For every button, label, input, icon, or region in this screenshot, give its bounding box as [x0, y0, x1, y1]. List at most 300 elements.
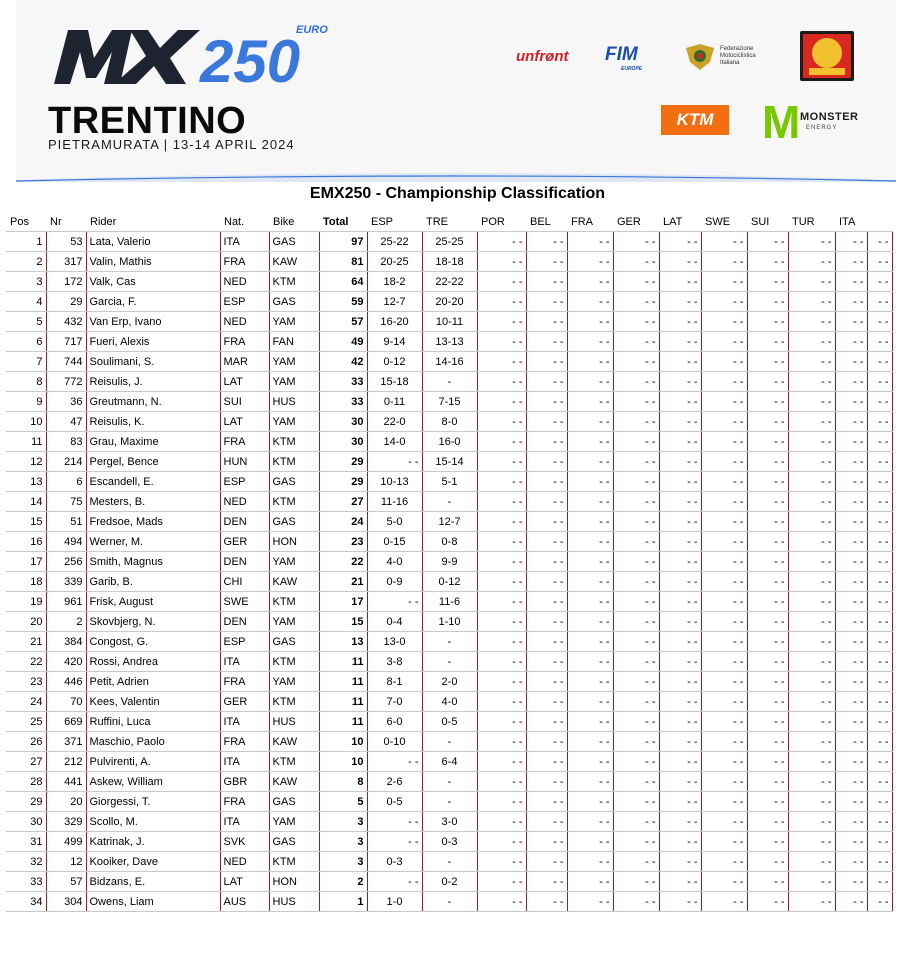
cell-empty-round: - - — [567, 652, 613, 672]
cell-empty-round: - - — [526, 332, 567, 352]
cell-empty-round: - - — [613, 512, 659, 532]
cell-empty-round: - - — [659, 592, 701, 612]
cell-empty-round: - - — [788, 492, 835, 512]
cell-empty-round: - - — [659, 472, 701, 492]
cell-empty-round: - - — [788, 792, 835, 812]
cell-empty-round: - - — [477, 892, 526, 912]
cell-empty-round: - - — [747, 852, 788, 872]
cell-empty-round: - - — [835, 432, 867, 452]
cell-tre: 0-3 — [422, 832, 477, 852]
cell-empty-round: - - — [867, 352, 892, 372]
cell-empty-round: - - — [835, 472, 867, 492]
cell-empty-round: - - — [788, 712, 835, 732]
cell-empty-round: - - — [567, 352, 613, 372]
cell-bike: KTM — [269, 272, 319, 292]
cell-empty-round: - - — [526, 592, 567, 612]
cell-empty-round: - - — [567, 852, 613, 872]
cell-empty-round: - - — [701, 252, 747, 272]
cell-esp: 10-13 — [367, 472, 422, 492]
cell-empty-round: - - — [659, 852, 701, 872]
cell-bike: YAM — [269, 552, 319, 572]
cell-esp: 15-18 — [367, 372, 422, 392]
cell-empty-round: - - — [747, 532, 788, 552]
cell-empty-round: - - — [835, 332, 867, 352]
cell-nr: 329 — [46, 812, 86, 832]
cell-empty-round: - - — [701, 452, 747, 472]
cell-nr: 432 — [46, 312, 86, 332]
cell-empty-round: - - — [867, 812, 892, 832]
cell-tre: 20-20 — [422, 292, 477, 312]
table-row — [6, 632, 892, 652]
cell-tre: - — [422, 892, 477, 912]
cell-rider: Skovbjerg, N. — [86, 612, 220, 632]
cell-nat: FRA — [220, 792, 269, 812]
cell-empty-round: - - — [567, 832, 613, 852]
cell-total: 33 — [319, 372, 367, 392]
cell-esp: 8-1 — [367, 672, 422, 692]
cell-nr: 172 — [46, 272, 86, 292]
cell-rider: Reisulis, K. — [86, 412, 220, 432]
cell-nat: ITA — [220, 652, 269, 672]
cell-bike: HON — [269, 872, 319, 892]
cell-empty-round: - - — [701, 272, 747, 292]
cell-nr: 441 — [46, 772, 86, 792]
cell-nr: 384 — [46, 632, 86, 652]
cell-empty-round: - - — [567, 412, 613, 432]
cell-nr: 212 — [46, 752, 86, 772]
cell-esp: 18-2 — [367, 272, 422, 292]
column-header: ITA — [835, 212, 867, 232]
cell-rider: Pulvirenti, A. — [86, 752, 220, 772]
cell-empty-round: - - — [526, 472, 567, 492]
cell-nr: 2 — [46, 612, 86, 632]
table-row — [6, 572, 892, 592]
cell-nat: ITA — [220, 812, 269, 832]
cell-empty-round: - - — [747, 332, 788, 352]
cell-empty-round: - - — [477, 532, 526, 552]
cell-empty-round: - - — [613, 872, 659, 892]
cell-pos: 17 — [6, 552, 46, 572]
cell-tre: 16-0 — [422, 432, 477, 452]
cell-total: 13 — [319, 632, 367, 652]
cell-rider: Greutmann, N. — [86, 392, 220, 412]
cell-empty-round: - - — [788, 772, 835, 792]
cell-empty-round: - - — [477, 632, 526, 652]
cell-empty-round: - - — [659, 752, 701, 772]
cell-bike: KTM — [269, 652, 319, 672]
cell-pos: 7 — [6, 352, 46, 372]
cell-empty-round: - - — [867, 312, 892, 332]
cell-rider: Pergel, Bence — [86, 452, 220, 472]
table-row — [6, 852, 892, 872]
cell-bike: YAM — [269, 312, 319, 332]
cell-total: 3 — [319, 812, 367, 832]
cell-pos: 11 — [6, 432, 46, 452]
cell-pos: 15 — [6, 512, 46, 532]
cell-nat: ITA — [220, 752, 269, 772]
cell-empty-round: - - — [567, 252, 613, 272]
cell-tre: 3-0 — [422, 812, 477, 832]
cell-empty-round: - - — [526, 432, 567, 452]
cell-empty-round: - - — [659, 632, 701, 652]
cell-empty-round: - - — [867, 472, 892, 492]
cell-empty-round: - - — [526, 812, 567, 832]
cell-empty-round: - - — [701, 432, 747, 452]
cell-empty-round: - - — [613, 452, 659, 472]
cell-empty-round: - - — [867, 552, 892, 572]
cell-empty-round: - - — [835, 452, 867, 472]
cell-empty-round: - - — [613, 252, 659, 272]
cell-total: 29 — [319, 472, 367, 492]
cell-total: 42 — [319, 352, 367, 372]
cell-empty-round: - - — [613, 312, 659, 332]
cell-empty-round: - - — [526, 532, 567, 552]
cell-bike: KTM — [269, 432, 319, 452]
cell-nat: FRA — [220, 432, 269, 452]
cell-empty-round: - - — [835, 312, 867, 332]
cell-nr: 446 — [46, 672, 86, 692]
cell-empty-round: - - — [867, 372, 892, 392]
cell-empty-round: - - — [659, 352, 701, 372]
cell-total: 10 — [319, 752, 367, 772]
cell-empty-round: - - — [835, 832, 867, 852]
cell-empty-round: - - — [747, 832, 788, 852]
cell-rider: Fredsoe, Mads — [86, 512, 220, 532]
cell-empty-round: - - — [867, 852, 892, 872]
cell-total: 17 — [319, 592, 367, 612]
cell-empty-round: - - — [477, 592, 526, 612]
cell-total: 5 — [319, 792, 367, 812]
table-header-row — [6, 212, 892, 232]
cell-total: 1 — [319, 892, 367, 912]
page-title: EMX250 - Championship Classification — [309, 185, 606, 202]
cell-empty-round: - - — [788, 652, 835, 672]
cell-empty-round: - - — [747, 792, 788, 812]
cell-pos: 10 — [6, 412, 46, 432]
cell-tre: 9-9 — [422, 552, 477, 572]
cell-esp: - - — [367, 832, 422, 852]
event-header — [0, 0, 915, 182]
cell-esp: 14-0 — [367, 432, 422, 452]
cell-pos: 6 — [6, 332, 46, 352]
cell-empty-round: - - — [867, 512, 892, 532]
cell-empty-round: - - — [747, 432, 788, 452]
cell-empty-round: - - — [526, 312, 567, 332]
cell-nr: 256 — [46, 552, 86, 572]
ktm-logo: KTM — [661, 105, 729, 135]
cell-esp: 0-15 — [367, 532, 422, 552]
cell-nat: GER — [220, 532, 269, 552]
cell-nat: HUN — [220, 452, 269, 472]
cell-empty-round: - - — [835, 632, 867, 652]
cell-empty-round: - - — [659, 272, 701, 292]
table-row — [6, 352, 892, 372]
cell-empty-round: - - — [477, 712, 526, 732]
cell-tre: 13-13 — [422, 332, 477, 352]
cell-empty-round: - - — [788, 632, 835, 652]
column-header: Rider — [86, 212, 220, 232]
cell-empty-round: - - — [747, 412, 788, 432]
cell-nat: FRA — [220, 332, 269, 352]
cell-empty-round: - - — [867, 792, 892, 812]
cell-empty-round: - - — [659, 332, 701, 352]
cell-empty-round: - - — [526, 252, 567, 272]
cell-empty-round: - - — [867, 712, 892, 732]
cell-empty-round: - - — [835, 852, 867, 872]
cell-esp: 4-0 — [367, 552, 422, 572]
cell-empty-round: - - — [526, 452, 567, 472]
cell-empty-round: - - — [613, 332, 659, 352]
cell-empty-round: - - — [526, 612, 567, 632]
cell-empty-round: - - — [477, 452, 526, 472]
cell-empty-round: - - — [835, 752, 867, 772]
cell-total: 3 — [319, 852, 367, 872]
cell-empty-round: - - — [613, 692, 659, 712]
cell-rider: Kooiker, Dave — [86, 852, 220, 872]
cell-empty-round: - - — [835, 792, 867, 812]
cell-empty-round: - - — [526, 772, 567, 792]
cell-empty-round: - - — [867, 532, 892, 552]
cell-bike: HON — [269, 532, 319, 552]
cell-empty-round: - - — [835, 592, 867, 612]
table-row — [6, 432, 892, 452]
cell-empty-round: - - — [659, 512, 701, 532]
cell-tre: 5-1 — [422, 472, 477, 492]
cell-empty-round: - - — [613, 492, 659, 512]
cell-empty-round: - - — [788, 812, 835, 832]
cell-pos: 30 — [6, 812, 46, 832]
cell-empty-round: - - — [835, 392, 867, 412]
cell-pos: 14 — [6, 492, 46, 512]
cell-esp: 7-0 — [367, 692, 422, 712]
cell-tre: - — [422, 772, 477, 792]
cell-empty-round: - - — [701, 772, 747, 792]
cell-empty-round: - - — [867, 772, 892, 792]
cell-empty-round: - - — [613, 852, 659, 872]
cell-rider: Petit, Adrien — [86, 672, 220, 692]
cell-total: 30 — [319, 412, 367, 432]
cell-empty-round: - - — [788, 892, 835, 912]
cell-pos: 23 — [6, 672, 46, 692]
cell-empty-round: - - — [526, 492, 567, 512]
cell-empty-round: - - — [788, 852, 835, 872]
cell-rider: Katrinak, J. — [86, 832, 220, 852]
cell-pos: 22 — [6, 652, 46, 672]
cell-esp: 9-14 — [367, 332, 422, 352]
cell-empty-round: - - — [701, 792, 747, 812]
cell-empty-round: - - — [526, 232, 567, 252]
cell-nr: 371 — [46, 732, 86, 752]
cell-empty-round: - - — [659, 432, 701, 452]
organizer-badge-icon — [800, 31, 854, 81]
cell-tre: 7-15 — [422, 392, 477, 412]
cell-empty-round: - - — [835, 252, 867, 272]
cell-empty-round: - - — [835, 412, 867, 432]
cell-bike: GAS — [269, 292, 319, 312]
cell-esp: - - — [367, 872, 422, 892]
cell-empty-round: - - — [747, 672, 788, 692]
cell-tre: 0-8 — [422, 532, 477, 552]
cell-empty-round: - - — [477, 512, 526, 532]
cell-pos: 4 — [6, 292, 46, 312]
cell-empty-round: - - — [747, 872, 788, 892]
cell-nr: 83 — [46, 432, 86, 452]
cell-bike: YAM — [269, 612, 319, 632]
table-row — [6, 732, 892, 752]
cell-nat: CHI — [220, 572, 269, 592]
cell-tre: 15-14 — [422, 452, 477, 472]
cell-empty-round: - - — [613, 772, 659, 792]
cell-empty-round: - - — [477, 352, 526, 372]
table-row — [6, 532, 892, 552]
cell-nat: NED — [220, 852, 269, 872]
cell-empty-round: - - — [747, 232, 788, 252]
cell-empty-round: - - — [526, 552, 567, 572]
cell-empty-round: - - — [867, 892, 892, 912]
cell-tre: 4-0 — [422, 692, 477, 712]
cell-empty-round: - - — [788, 352, 835, 372]
cell-nr: 339 — [46, 572, 86, 592]
cell-pos: 20 — [6, 612, 46, 632]
cell-empty-round: - - — [567, 732, 613, 752]
cell-empty-round: - - — [788, 552, 835, 572]
cell-esp: 0-12 — [367, 352, 422, 372]
cell-pos: 19 — [6, 592, 46, 612]
cell-empty-round: - - — [747, 632, 788, 652]
cell-total: 11 — [319, 712, 367, 732]
cell-empty-round: - - — [526, 832, 567, 852]
cell-empty-round: - - — [477, 472, 526, 492]
cell-empty-round: - - — [788, 312, 835, 332]
cell-empty-round: - - — [867, 412, 892, 432]
cell-empty-round: - - — [747, 712, 788, 732]
cell-rider: Fueri, Alexis — [86, 332, 220, 352]
cell-empty-round: - - — [835, 612, 867, 632]
cell-esp: 3-8 — [367, 652, 422, 672]
cell-pos: 33 — [6, 872, 46, 892]
cell-nat: FRA — [220, 732, 269, 752]
cell-tre: 18-18 — [422, 252, 477, 272]
cell-empty-round: - - — [659, 492, 701, 512]
cell-nr: 717 — [46, 332, 86, 352]
cell-empty-round: - - — [701, 412, 747, 432]
cell-empty-round: - - — [526, 292, 567, 312]
cell-empty-round: - - — [747, 312, 788, 332]
cell-bike: YAM — [269, 812, 319, 832]
cell-empty-round: - - — [659, 612, 701, 632]
cell-empty-round: - - — [659, 872, 701, 892]
cell-empty-round: - - — [788, 252, 835, 272]
cell-empty-round: - - — [567, 512, 613, 532]
cell-bike: GAS — [269, 232, 319, 252]
cell-empty-round: - - — [477, 672, 526, 692]
cell-nr: 20 — [46, 792, 86, 812]
cell-nr: 57 — [46, 872, 86, 892]
cell-empty-round: - - — [613, 612, 659, 632]
cell-empty-round: - - — [788, 452, 835, 472]
cell-nr: 669 — [46, 712, 86, 732]
cell-empty-round: - - — [526, 412, 567, 432]
cell-empty-round: - - — [867, 332, 892, 352]
cell-empty-round: - - — [659, 672, 701, 692]
cell-empty-round: - - — [613, 472, 659, 492]
cell-rider: Rossi, Andrea — [86, 652, 220, 672]
cell-empty-round: - - — [613, 752, 659, 772]
monster-logo-sub: ENERGY — [806, 125, 838, 131]
cell-total: 11 — [319, 692, 367, 712]
cell-tre: - — [422, 632, 477, 652]
unfront-logo: unfrønt — [516, 48, 569, 65]
cell-empty-round: - - — [701, 692, 747, 712]
cell-empty-round: - - — [526, 512, 567, 532]
cell-empty-round: - - — [567, 472, 613, 492]
cell-empty-round: - - — [613, 632, 659, 652]
cell-rider: Van Erp, Ivano — [86, 312, 220, 332]
cell-empty-round: - - — [867, 292, 892, 312]
cell-empty-round: - - — [867, 572, 892, 592]
cell-bike: KAW — [269, 572, 319, 592]
cell-empty-round: - - — [477, 732, 526, 752]
cell-empty-round: - - — [613, 292, 659, 312]
cell-empty-round: - - — [747, 392, 788, 412]
cell-bike: YAM — [269, 672, 319, 692]
cell-pos: 25 — [6, 712, 46, 732]
cell-empty-round: - - — [613, 672, 659, 692]
cell-empty-round: - - — [659, 772, 701, 792]
cell-empty-round: - - — [788, 592, 835, 612]
cell-nat: DEN — [220, 512, 269, 532]
cell-empty-round: - - — [747, 752, 788, 772]
cell-empty-round: - - — [613, 232, 659, 252]
cell-nr: 29 — [46, 292, 86, 312]
cell-tre: 1-10 — [422, 612, 477, 632]
cell-nat: LAT — [220, 412, 269, 432]
cell-empty-round: - - — [477, 412, 526, 432]
cell-empty-round: - - — [701, 492, 747, 512]
cell-rider: Frisk, August — [86, 592, 220, 612]
cell-bike: KTM — [269, 592, 319, 612]
cell-empty-round: - - — [613, 372, 659, 392]
cell-esp: 0-5 — [367, 792, 422, 812]
cell-nr: 214 — [46, 452, 86, 472]
cell-bike: HUS — [269, 392, 319, 412]
table-row — [6, 492, 892, 512]
cell-pos: 16 — [6, 532, 46, 552]
cell-empty-round: - - — [835, 732, 867, 752]
cell-empty-round: - - — [477, 552, 526, 572]
cell-empty-round: - - — [659, 572, 701, 592]
cell-nat: LAT — [220, 372, 269, 392]
cell-empty-round: - - — [835, 692, 867, 712]
cell-empty-round: - - — [747, 512, 788, 532]
cell-empty-round: - - — [835, 812, 867, 832]
cell-esp: 13-0 — [367, 632, 422, 652]
cell-tre: - — [422, 492, 477, 512]
cell-empty-round: - - — [477, 692, 526, 712]
cell-empty-round: - - — [567, 532, 613, 552]
cell-total: 8 — [319, 772, 367, 792]
column-header: Bike — [269, 212, 319, 232]
cell-empty-round: - - — [659, 832, 701, 852]
cell-empty-round: - - — [747, 452, 788, 472]
table-row — [6, 252, 892, 272]
cell-empty-round: - - — [701, 552, 747, 572]
cell-esp: 5-0 — [367, 512, 422, 532]
column-header — [867, 212, 892, 232]
cell-empty-round: - - — [567, 812, 613, 832]
cell-empty-round: - - — [613, 532, 659, 552]
cell-empty-round: - - — [747, 252, 788, 272]
